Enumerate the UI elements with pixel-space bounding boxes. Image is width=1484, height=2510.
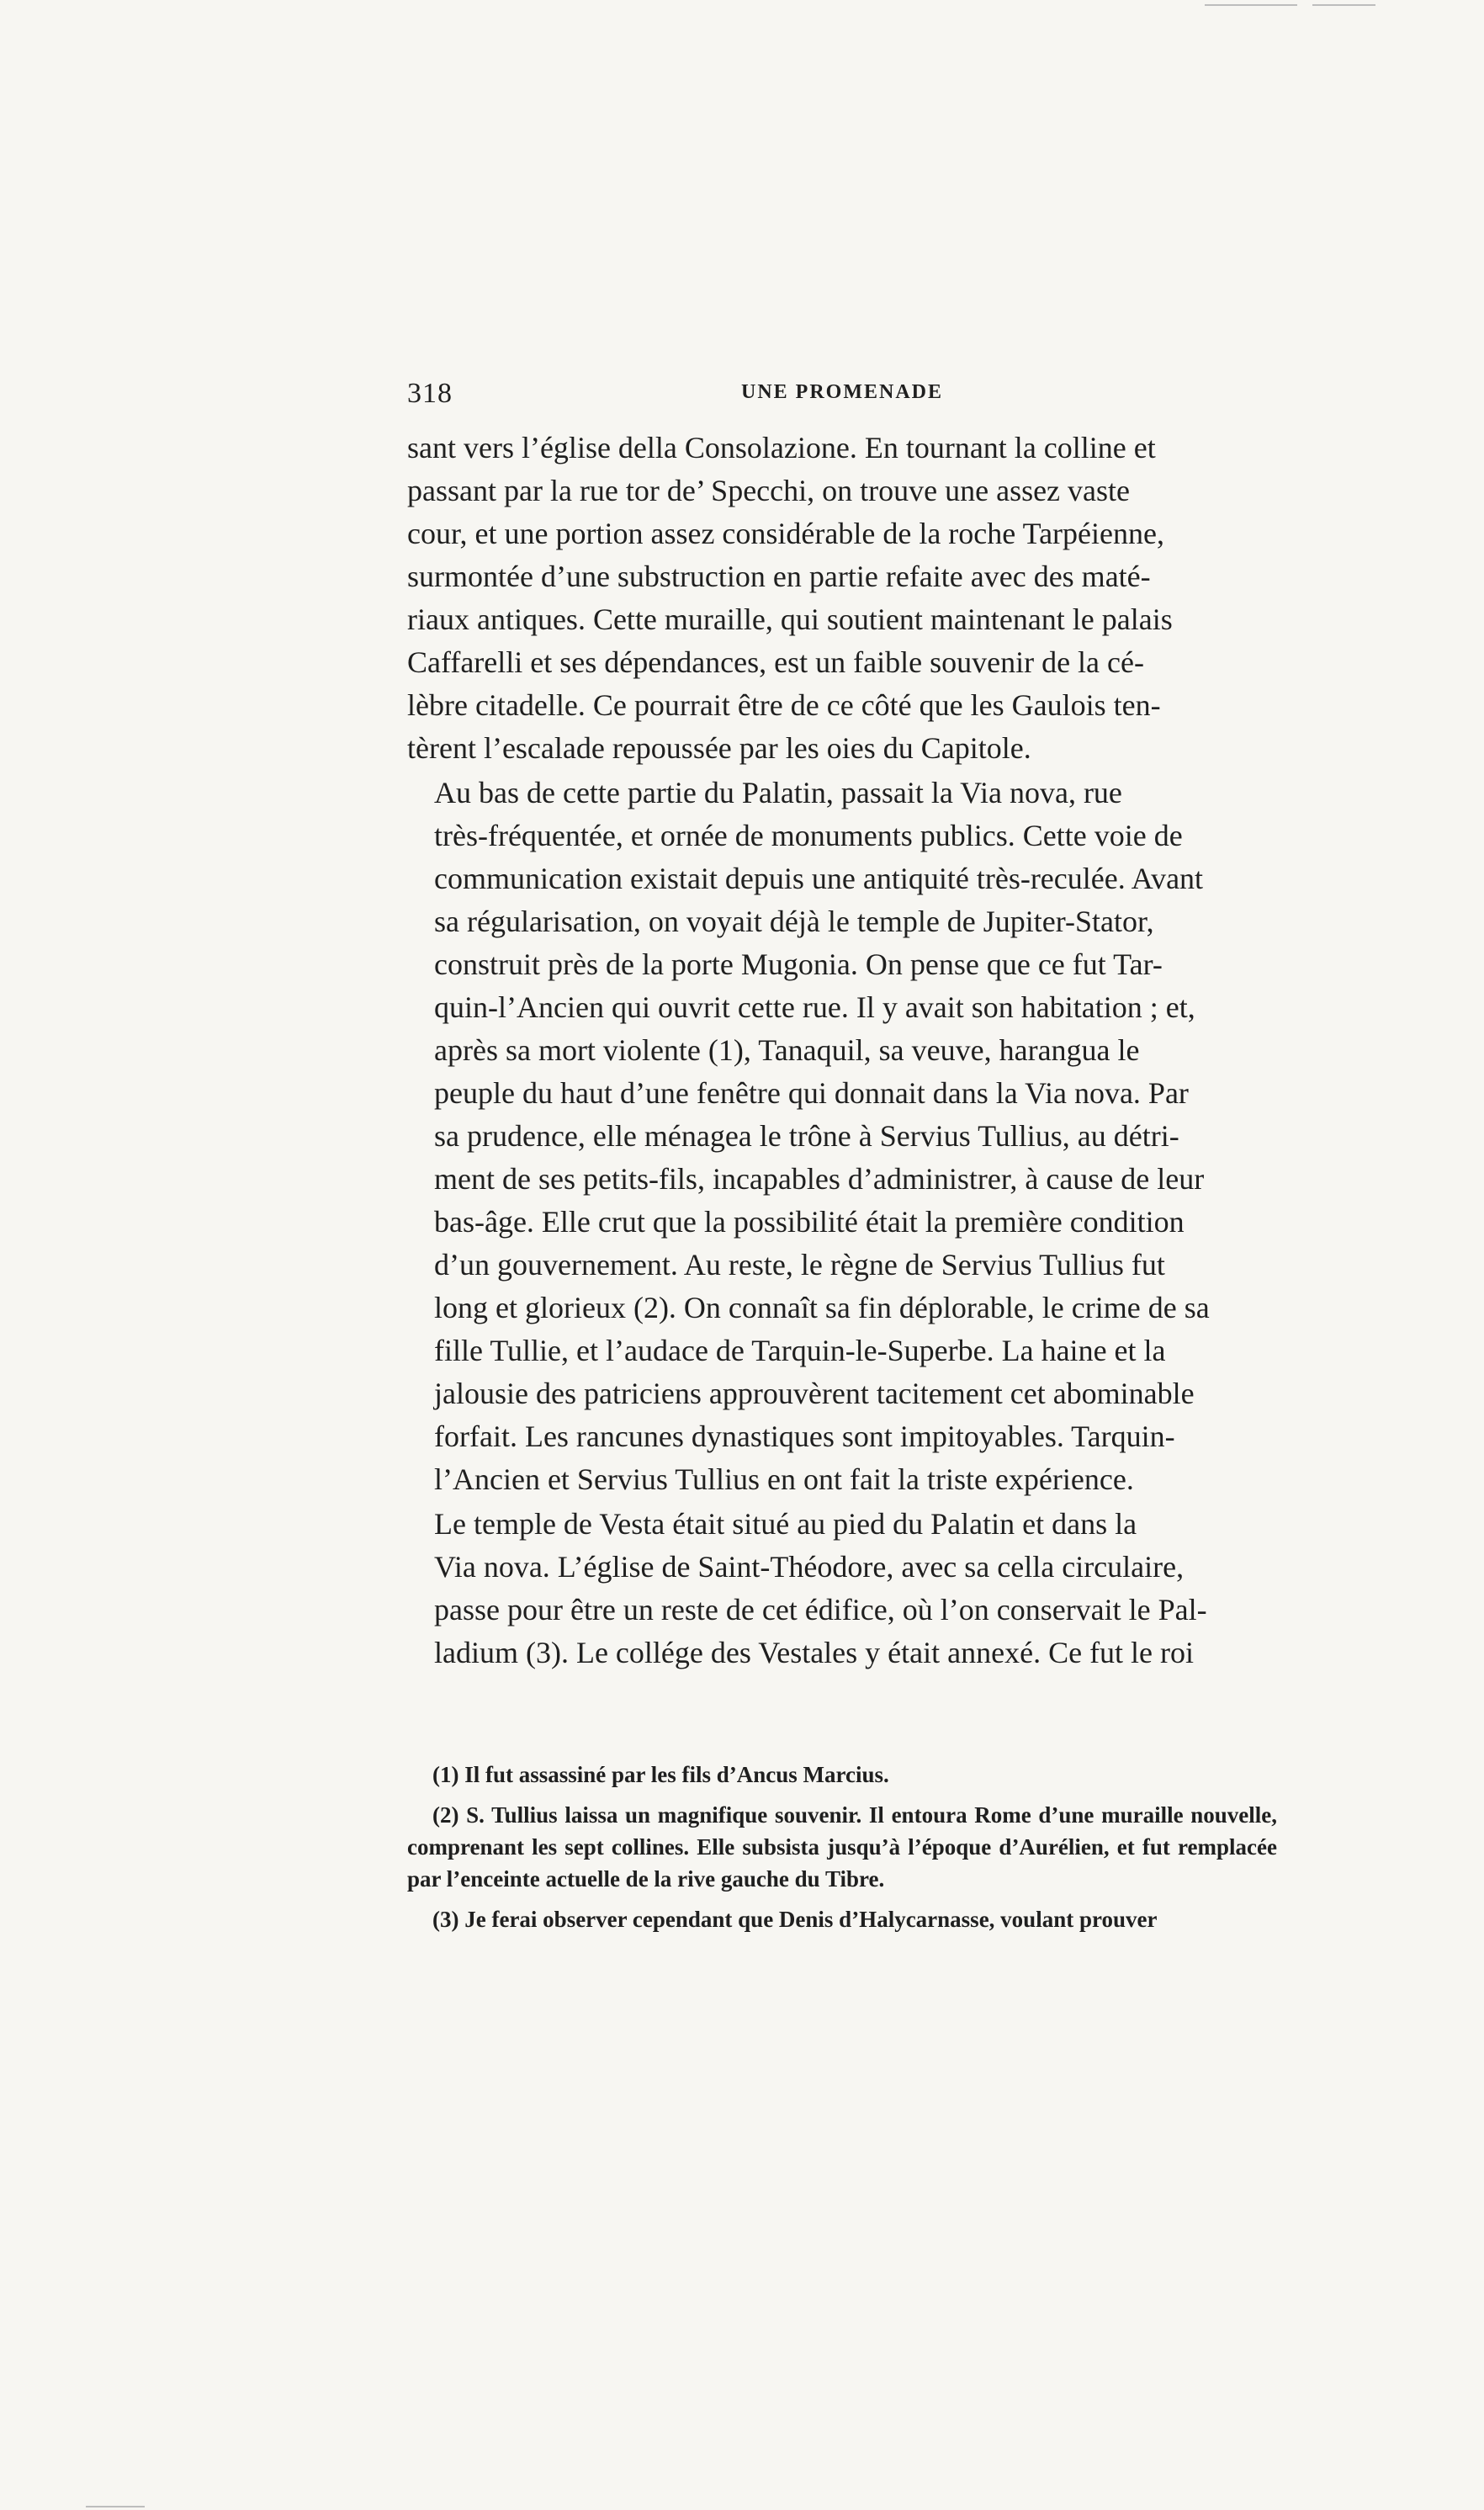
paragraph-line: passe pour être un reste de cet édifice, où l’on conservait le Pal- [434,1593,1207,1626]
paragraph-line: Le temple de Vesta était situé au pied du Palatin et dans la [434,1507,1137,1541]
scan-mark-top-right-1 [1205,4,1297,6]
paragraph-line: jalousie des patriciens approuvèrent tacitement cet abominable [434,1377,1195,1410]
paragraph-line: surmontée d’une substruction en partie refaite avec des maté- [407,560,1151,593]
page-header [407,378,1277,413]
paragraph-1 [407,427,1277,770]
paragraph-line: très-fréquentée, et ornée de monuments publics. Cette voie de [434,819,1183,852]
paragraph-3 [407,1503,1277,1674]
main-text [407,427,1277,1676]
footnotes [407,1759,1277,1944]
paragraph-line: construit près de la porte Mugonia. On pense que ce fut Tar- [434,947,1163,981]
paragraph-line: sant vers l’église della Consolazione. En tournant la colline et [407,431,1156,464]
paragraph-line: Au bas de cette partie du Palatin, passait la Via nova, rue [434,776,1122,809]
paragraph-line: d’un gouvernement. Au reste, le règne de Servius Tullius fut [434,1248,1165,1282]
footnote-2: (2) S. Tullius laissa un magnifique souvenir. Il entoura Rome d’une muraille nouvelle, comprenant les sept collines. Elle subsista jusqu’à l’époque d’Aurélien, et fut remplacée par l’enceinte actuelle de la rive gauche du Tibre. [407,1802,1277,1892]
paragraph-line: après sa mort violente (1), Tanaquil, sa veuve, harangua le [434,1033,1140,1067]
paragraph-2 [407,772,1277,1501]
footnote-3: (3) Je ferai observer cependant que Denis d’Halycarnasse, voulant prouver [432,1907,1158,1932]
paragraph-line: communication existait depuis une antiquité très-reculée. Avant [434,862,1204,895]
page-number: 318 [407,378,453,409]
running-head: UNE PROMENADE [741,381,943,403]
paragraph-line: forfait. Les rancunes dynastiques sont impitoyables. Tarquin- [434,1420,1175,1453]
paragraph-line: sa régularisation, on voyait déjà le temple de Jupiter-Stator, [434,905,1154,938]
paragraph-line: passant par la rue tor de’ Specchi, on trouve une assez vaste [407,474,1131,507]
paragraph-line: peuple du haut d’une fenêtre qui donnait dans la Via nova. Par [434,1076,1189,1110]
paragraph-line: quin-l’Ancien qui ouvrit cette rue. Il y avait son habitation ; et, [434,990,1195,1024]
paragraph-line: ladium (3). Le collége des Vestales y était annexé. Ce fut le roi [434,1636,1195,1669]
paragraph-line: tèrent l’escalade repoussée par les oies du Capitole. [407,731,1031,765]
paragraph-line: bas-âge. Elle crut que la possibilité était la première condition [434,1205,1185,1239]
paragraph-line: fille Tullie, et l’audace de Tarquin-le-Superbe. La haine et la [434,1334,1166,1367]
paragraph-line: long et glorieux (2). On connaît sa fin déplorable, le crime de sa [434,1291,1210,1324]
scan-mark-bottom-left [86,2506,145,2507]
paragraph-line: l’Ancien et Servius Tullius en ont fait la triste expérience. [434,1462,1134,1496]
footnote-1: (1) Il fut assassiné par les fils d’Ancus Marcius. [432,1762,889,1787]
paragraph-line: Via nova. L’église de Saint-Théodore, avec sa cella circulaire, [434,1550,1185,1584]
paragraph-line: sa prudence, elle ménagea le trône à Servius Tullius, au détri- [434,1119,1179,1153]
paragraph-line: riaux antiques. Cette muraille, qui soutient maintenant le palais [407,602,1173,636]
paragraph-line: ment de ses petits-fils, incapables d’administrer, à cause de leur [434,1162,1205,1196]
paragraph-line: lèbre citadelle. Ce pourrait être de ce côté que les Gaulois ten- [407,688,1161,722]
scan-mark-top-right-2 [1312,4,1375,6]
paragraph-line: cour, et une portion assez considérable de la roche Tarpéienne, [407,517,1164,550]
paragraph-line: Caffarelli et ses dépendances, est un faible souvenir de la cé- [407,645,1144,679]
